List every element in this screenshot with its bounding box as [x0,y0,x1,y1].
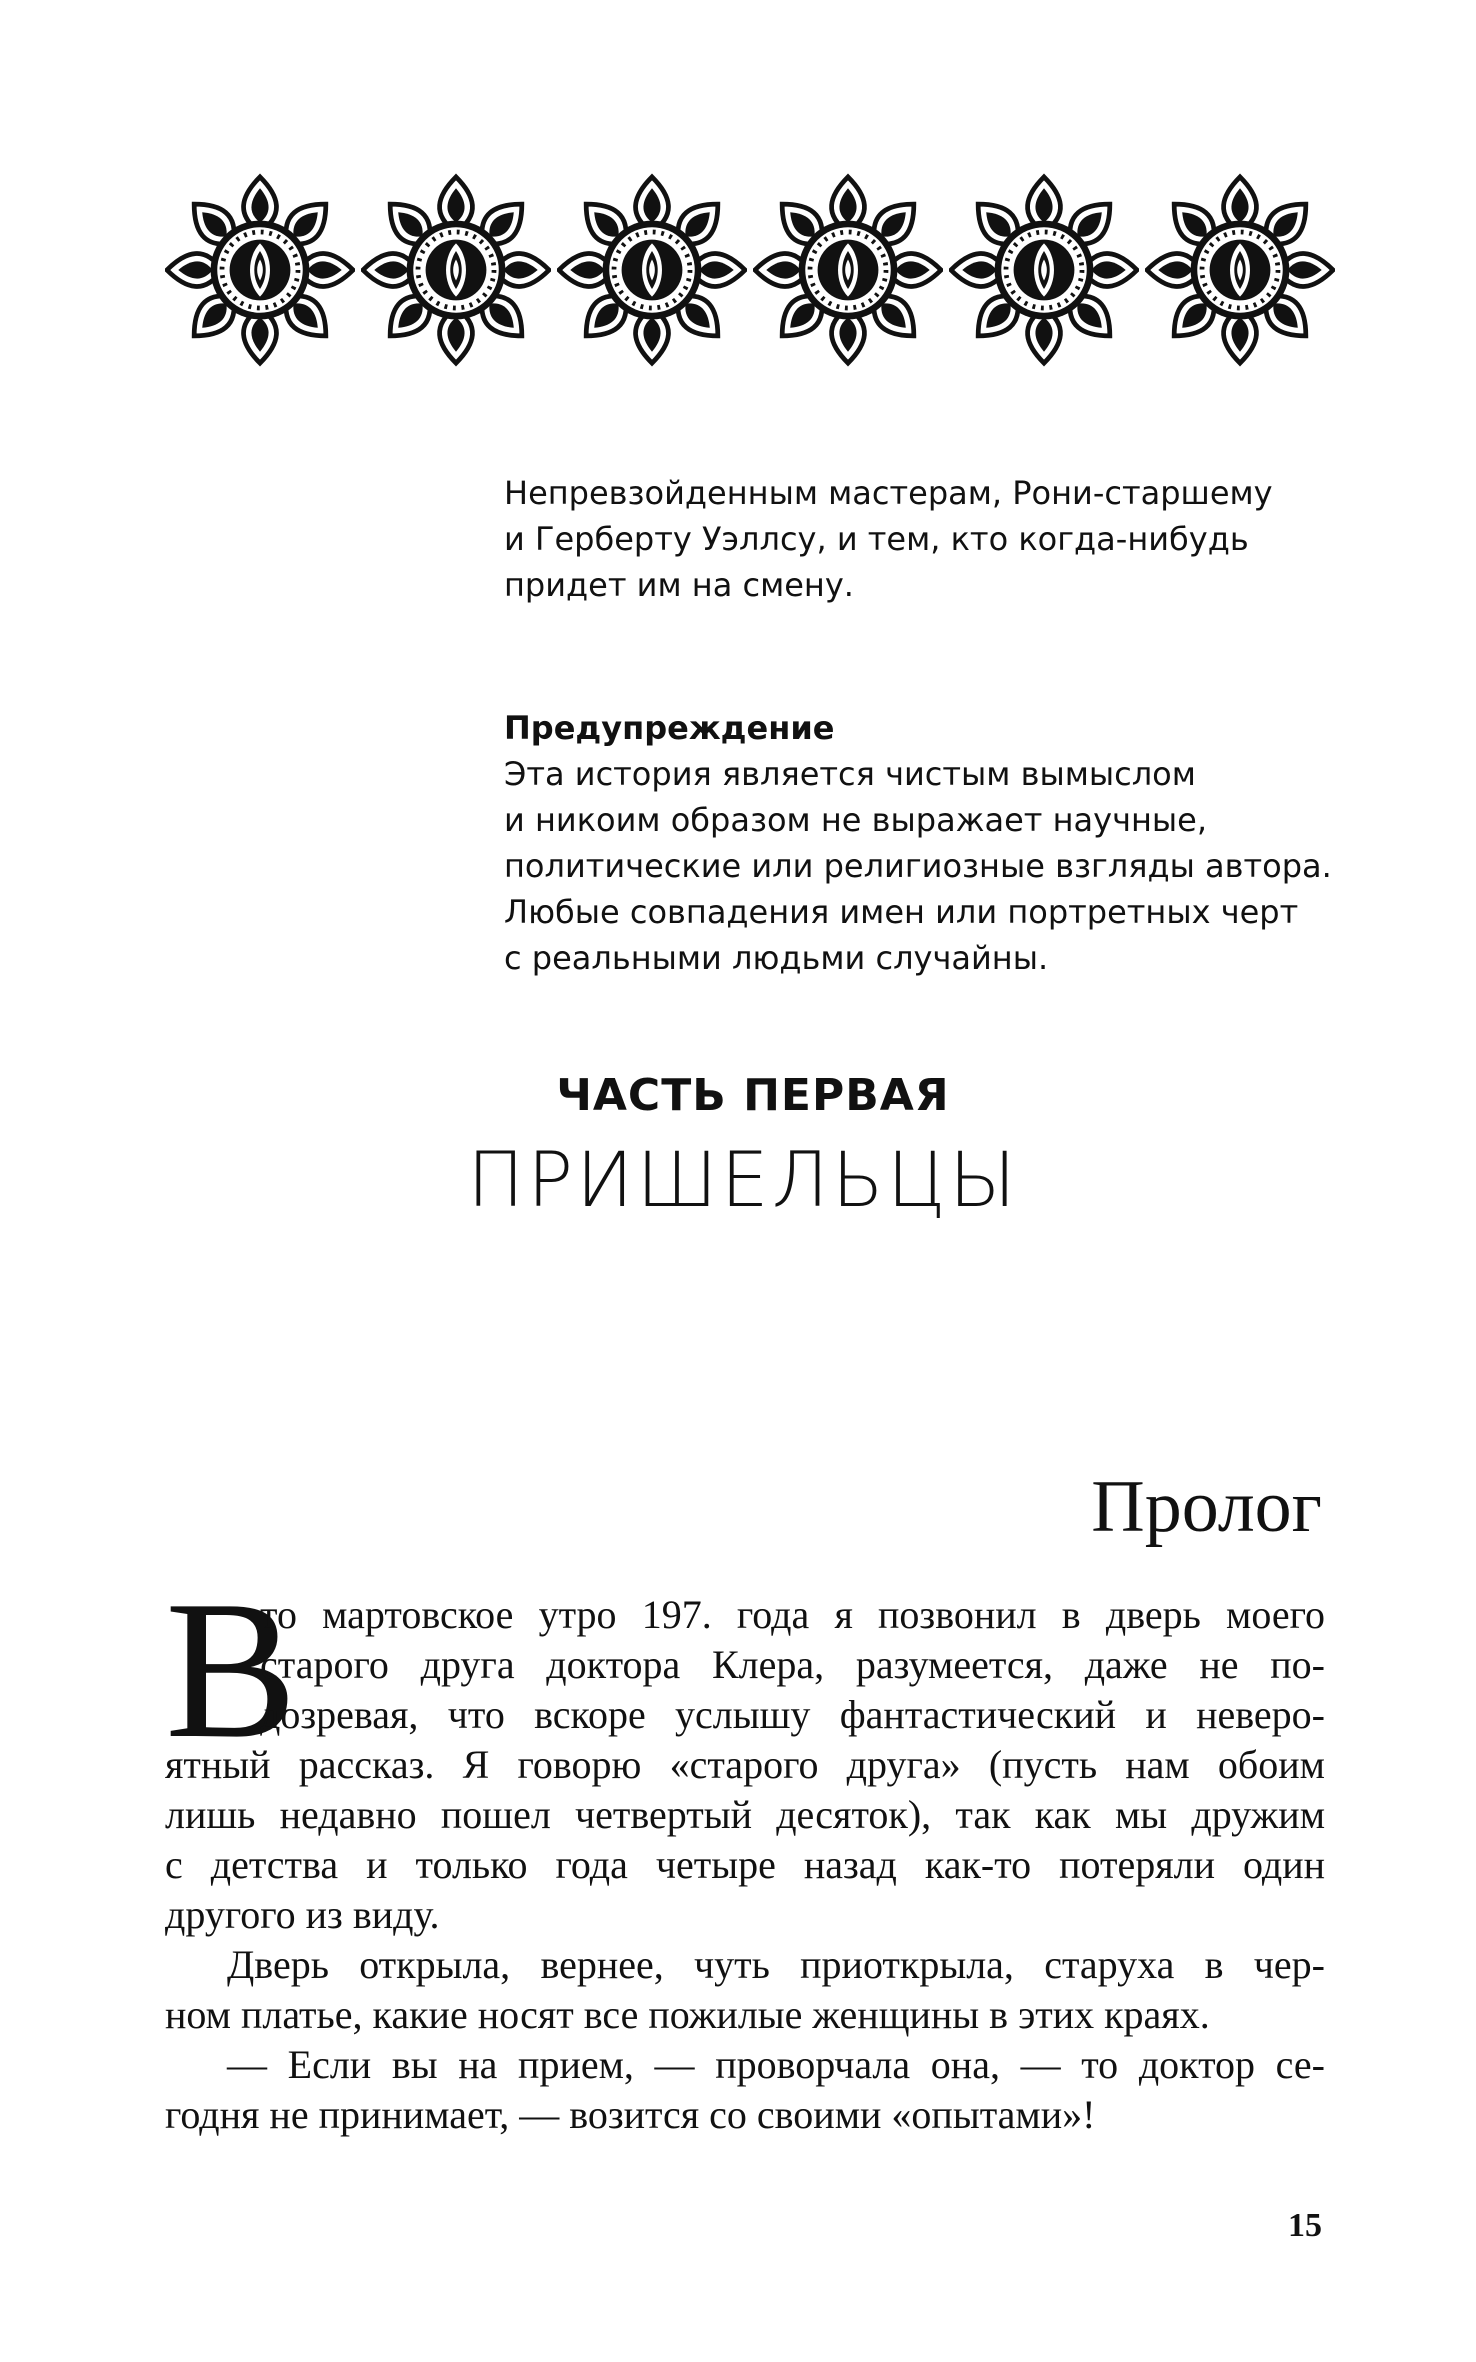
ornament-band [165,170,1335,370]
warning-block [504,705,1364,981]
part-title: ПРИШЕЛЬЦЫ [467,1135,1019,1224]
warning-line: с реальными людьми случайны. [504,939,1049,977]
dedication-line: и Герберту Уэллсу, и тем, кто когда-нибудь [504,520,1249,558]
mandala-flower-icon [361,170,551,370]
text-line: то мартовское утро 197. года я позвонил в дверь моего [260,1592,1325,1637]
text-line: дозревая, что вскоре услышу фантастический и неверо- [260,1692,1325,1737]
mandala-flower-icon [949,170,1139,370]
part-label: ЧАСТЬ ПЕРВАЯ [556,1070,950,1121]
text-line: с детства и только года четыре назад как-то потеряли один [165,1842,1325,1887]
text-line: ном платье, какие носят все пожилые женщины в этих краях. [165,1992,1210,2037]
text-line: старого друга доктора Клера, разумеется, даже не по- [260,1642,1325,1687]
text-line: другого из виду. [165,1892,440,1937]
warning-line: Любые совпадения имен или портретных черт [504,893,1299,931]
text-line: лишь недавно пошел четвертый десяток), так как мы дружим [165,1792,1325,1837]
warning-line: Эта история является чистым вымыслом [504,755,1196,793]
mandala-flower-icon [557,170,747,370]
dedication-line: придет им на смену. [504,566,854,604]
text-line: — Если вы на прием, — проворчала она, — то доктор се- [227,2042,1325,2087]
dedication [504,470,1364,608]
warning-line: и никоим образом не выражает научные, [504,801,1208,839]
chapter-body [165,1560,1325,2140]
text-line: ятный рассказ. Я говорю «старого друга» (пусть нам обоим [165,1742,1325,1787]
text-line: Дверь открыла, вернее, чуть приоткрыла, старуха в чер- [227,1942,1325,1987]
warning-title: Предупреждение [504,709,835,747]
drop-cap: В [165,1560,298,1779]
mandala-flower-icon [753,170,943,370]
chapter-title: Пролог [1091,1466,1322,1548]
mandala-flower-icon [1145,170,1335,370]
mandala-flower-icon [165,170,355,370]
page-number: 15 [1288,2207,1322,2244]
warning-line: политические или религиозные взгляды автора. [504,847,1332,885]
dedication-line: Непревзойденным мастерам, Рони-старшему [504,474,1273,512]
text-line: годня не принимает, — возится со своими «опытами»! [165,2092,1096,2137]
